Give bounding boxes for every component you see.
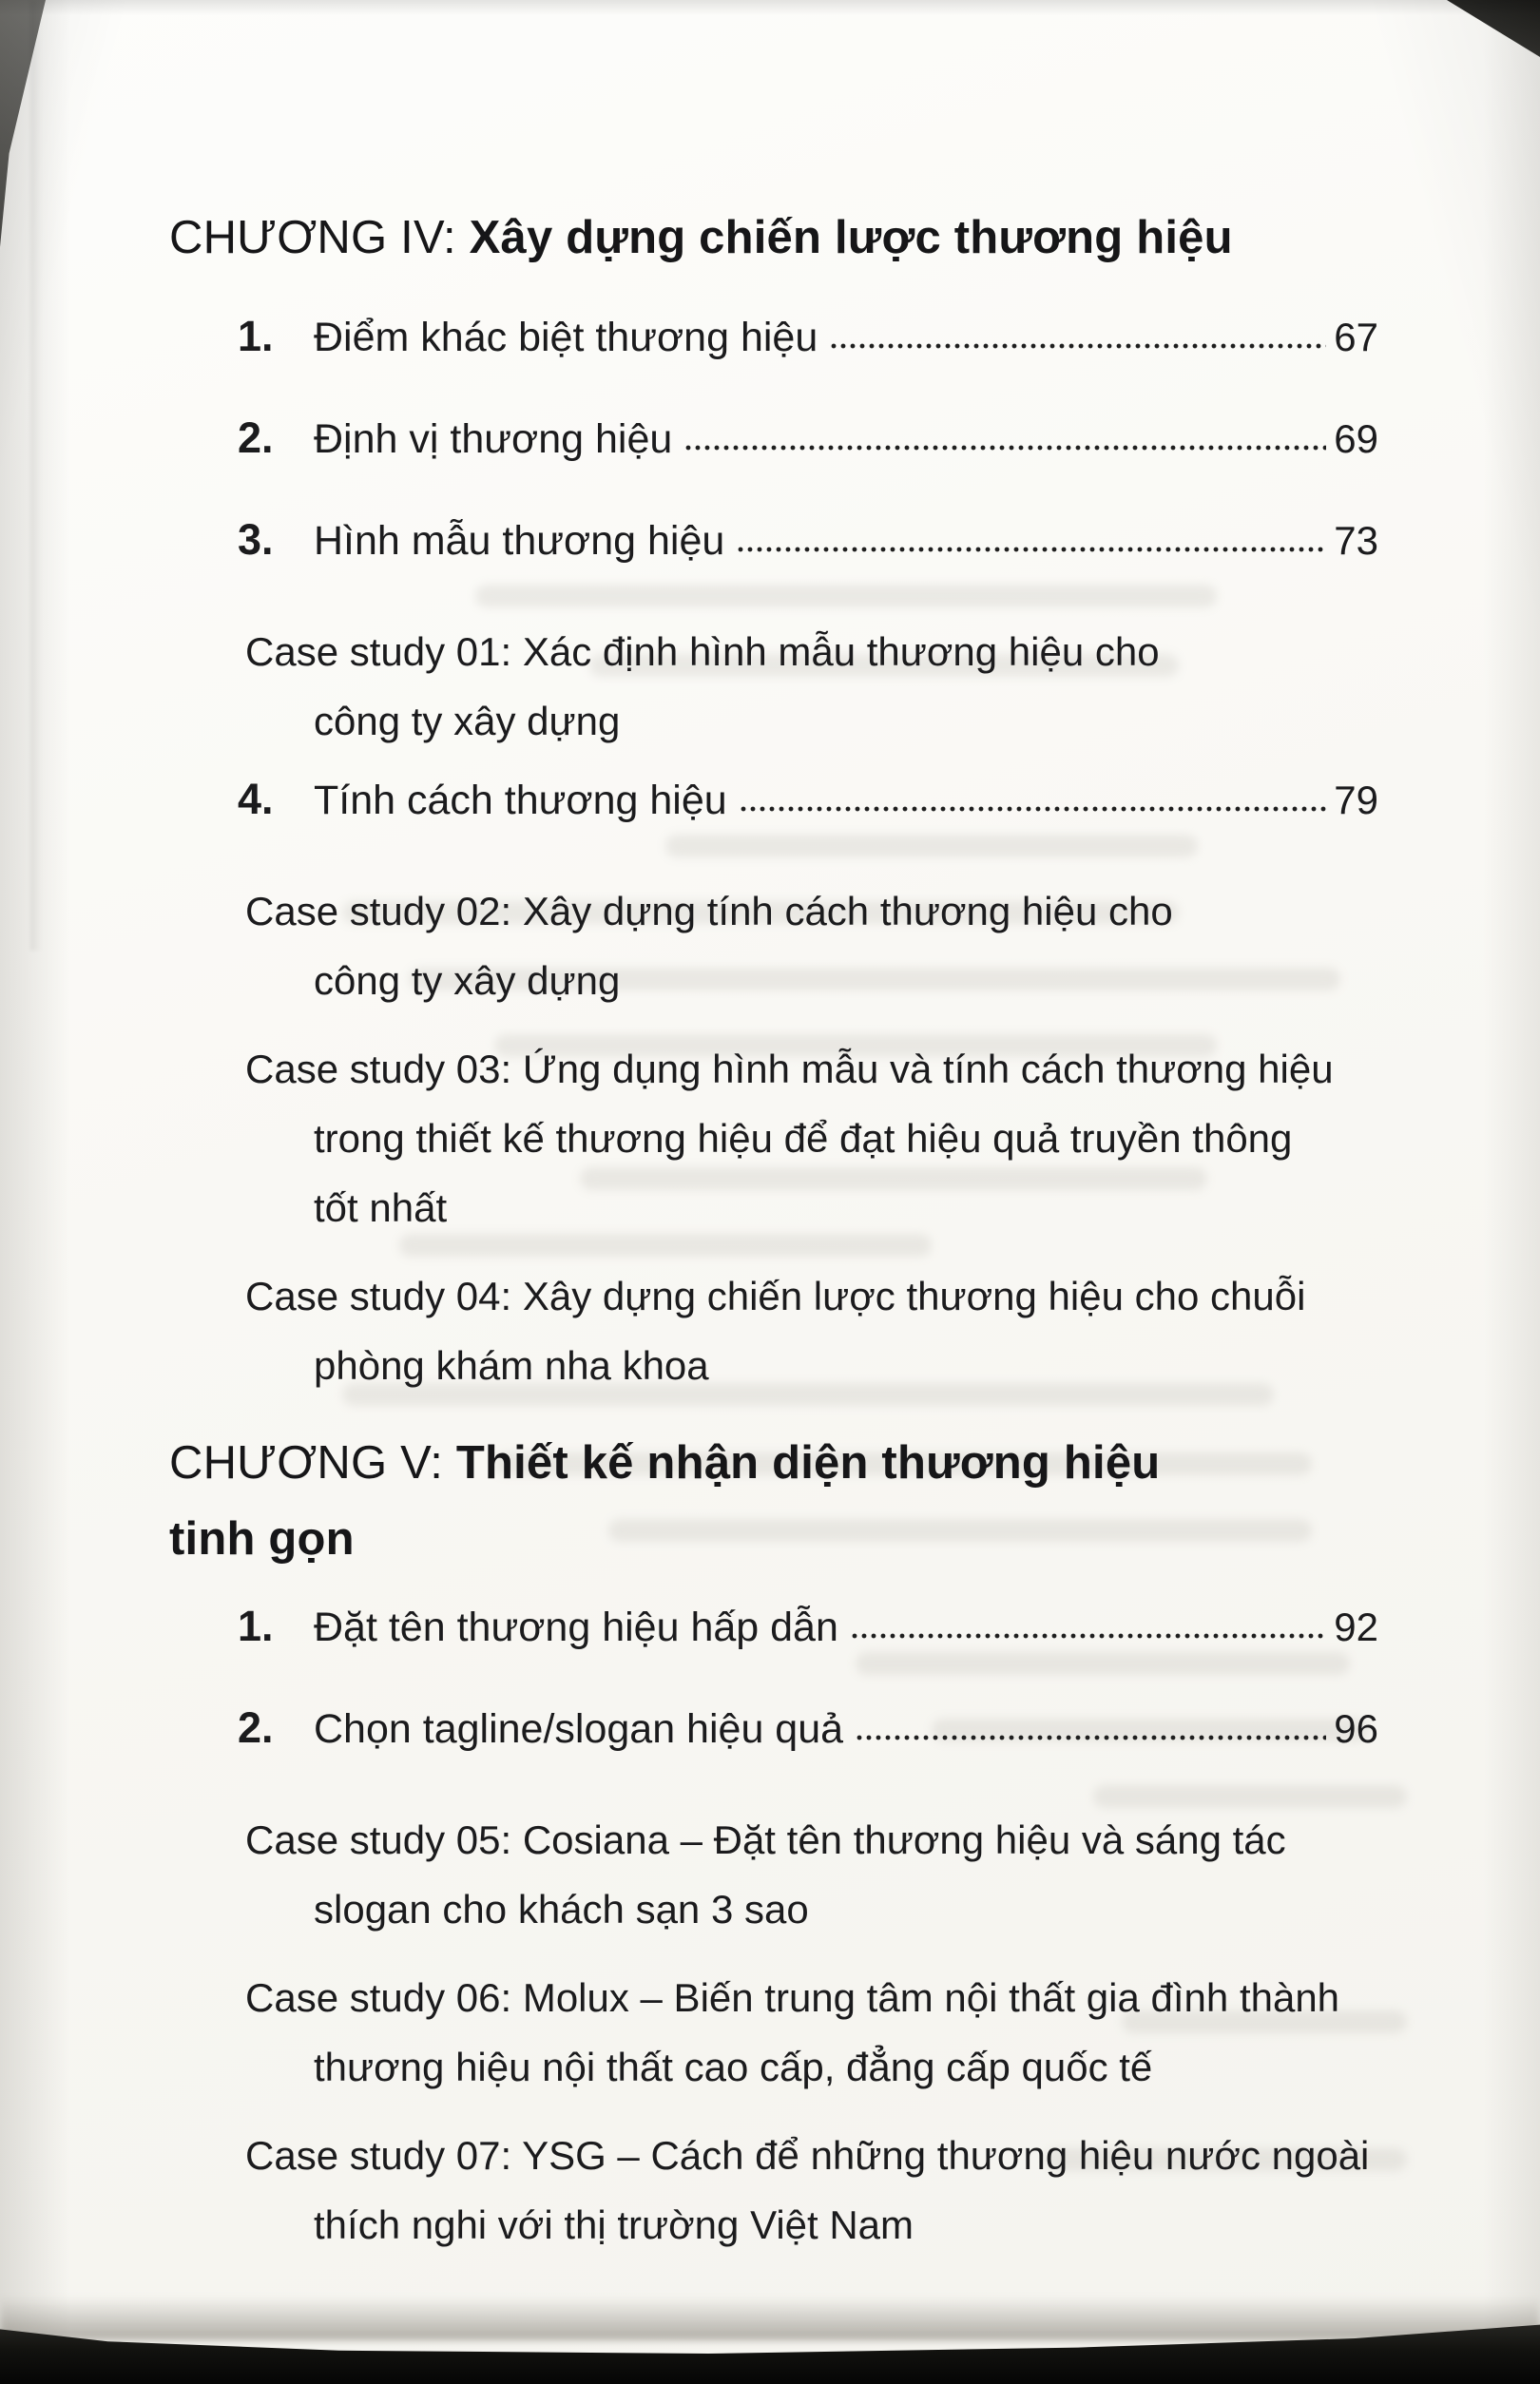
chapter-5-title: Thiết kế nhận diện thương hiệu bbox=[455, 1437, 1161, 1489]
case-study-entry bbox=[245, 2121, 1378, 2259]
toc-item-label: Điểm khác biệt thương hiệu bbox=[314, 315, 818, 360]
toc-numbered-item bbox=[169, 312, 1378, 362]
toc-item-number: 2. bbox=[238, 1703, 274, 1752]
chapter-4-heading bbox=[169, 209, 1378, 266]
case-study-line: thích nghi với thị trường Việt Nam bbox=[314, 2202, 914, 2247]
toc-item-number: 3. bbox=[238, 515, 274, 564]
case-study-line: Case study 03: Ứng dụng hình mẫu và tính cách thương hiệu bbox=[245, 1047, 1334, 1091]
case-study-line: Case study 05: Cosiana – Đặt tên thương hiệu và sáng tác bbox=[245, 1817, 1286, 1862]
chapter-4-title: Xây dựng chiến lược thương hiệu bbox=[469, 212, 1233, 263]
toc-page-number: 92 bbox=[1334, 1605, 1378, 1649]
case-study-line: Case study 04: Xây dựng chiến lược thương hiệu cho chuỗi bbox=[245, 1274, 1306, 1318]
dot-leader bbox=[829, 341, 1326, 351]
toc-numbered-item bbox=[169, 1703, 1378, 1754]
chapter-5-label: CHƯƠNG V: bbox=[169, 1437, 444, 1489]
dot-leader bbox=[683, 443, 1326, 452]
toc-numbered-item bbox=[169, 1602, 1378, 1652]
case-study-entry bbox=[245, 1034, 1378, 1242]
toc-item-number: 4. bbox=[238, 775, 274, 823]
toc-item-label: Tính cách thương hiệu bbox=[314, 778, 727, 823]
case-study-entry bbox=[245, 876, 1378, 1015]
toc-item-label: Đặt tên thương hiệu hấp dẫn bbox=[314, 1605, 838, 1650]
toc-numbered-item bbox=[169, 775, 1378, 825]
case-study-line: phòng khám nha khoa bbox=[314, 1343, 709, 1388]
case-study-line: công ty xây dựng bbox=[314, 699, 621, 743]
toc-page-number: 96 bbox=[1334, 1706, 1378, 1751]
case-study-entry bbox=[245, 1805, 1378, 1944]
case-study-line: Case study 07: YSG – Cách để những thương hiệu nước ngoài bbox=[245, 2133, 1370, 2178]
chapter-4-label: CHƯƠNG IV: bbox=[169, 212, 456, 263]
toc-item-number: 1. bbox=[238, 312, 274, 360]
case-study-line: slogan cho khách sạn 3 sao bbox=[314, 1887, 809, 1932]
case-study-line: công ty xây dựng bbox=[314, 958, 621, 1003]
toc-item-number: 2. bbox=[238, 413, 274, 462]
page-bottom-shadow bbox=[0, 2297, 1540, 2340]
chapter-5-heading bbox=[169, 1425, 1378, 1577]
case-study-entry bbox=[245, 1261, 1378, 1400]
toc-numbered-item bbox=[169, 413, 1378, 464]
toc-item-label: Chọn tagline/slogan hiệu quả bbox=[314, 1706, 844, 1752]
chapter-5-title-line2: tinh gọn bbox=[169, 1513, 355, 1565]
case-study-line: thương hiệu nội thất cao cấp, đẳng cấp quốc tế bbox=[314, 2045, 1153, 2089]
toc-item-label: Hình mẫu thương hiệu bbox=[314, 518, 725, 564]
toc-item-label: Định vị thương hiệu bbox=[314, 416, 673, 462]
toc-numbered-item bbox=[169, 515, 1378, 566]
dot-leader bbox=[855, 1733, 1326, 1742]
dot-leader bbox=[736, 545, 1326, 554]
case-study-entry bbox=[245, 1963, 1378, 2102]
toc-page-number: 67 bbox=[1334, 315, 1378, 359]
toc-page-number: 73 bbox=[1334, 518, 1378, 563]
dot-leader bbox=[739, 804, 1327, 814]
case-study-line: Case study 01: Xác định hình mẫu thương hiệu cho bbox=[245, 629, 1160, 674]
toc-page-number: 79 bbox=[1334, 778, 1378, 822]
case-study-line: trong thiết kế thương hiệu để đạt hiệu quả truyền thông bbox=[314, 1116, 1293, 1161]
case-study-line: tốt nhất bbox=[314, 1185, 448, 1230]
toc-item-number: 1. bbox=[238, 1602, 274, 1650]
photo-bottom-edge bbox=[0, 2308, 1540, 2384]
case-study-entry bbox=[245, 617, 1378, 756]
case-study-line: Case study 06: Molux – Biến trung tâm nội thất gia đình thành bbox=[245, 1975, 1340, 2020]
dot-leader bbox=[850, 1631, 1326, 1641]
case-study-line: Case study 02: Xây dựng tính cách thương hiệu cho bbox=[245, 889, 1173, 933]
toc-page-number: 69 bbox=[1334, 416, 1378, 461]
